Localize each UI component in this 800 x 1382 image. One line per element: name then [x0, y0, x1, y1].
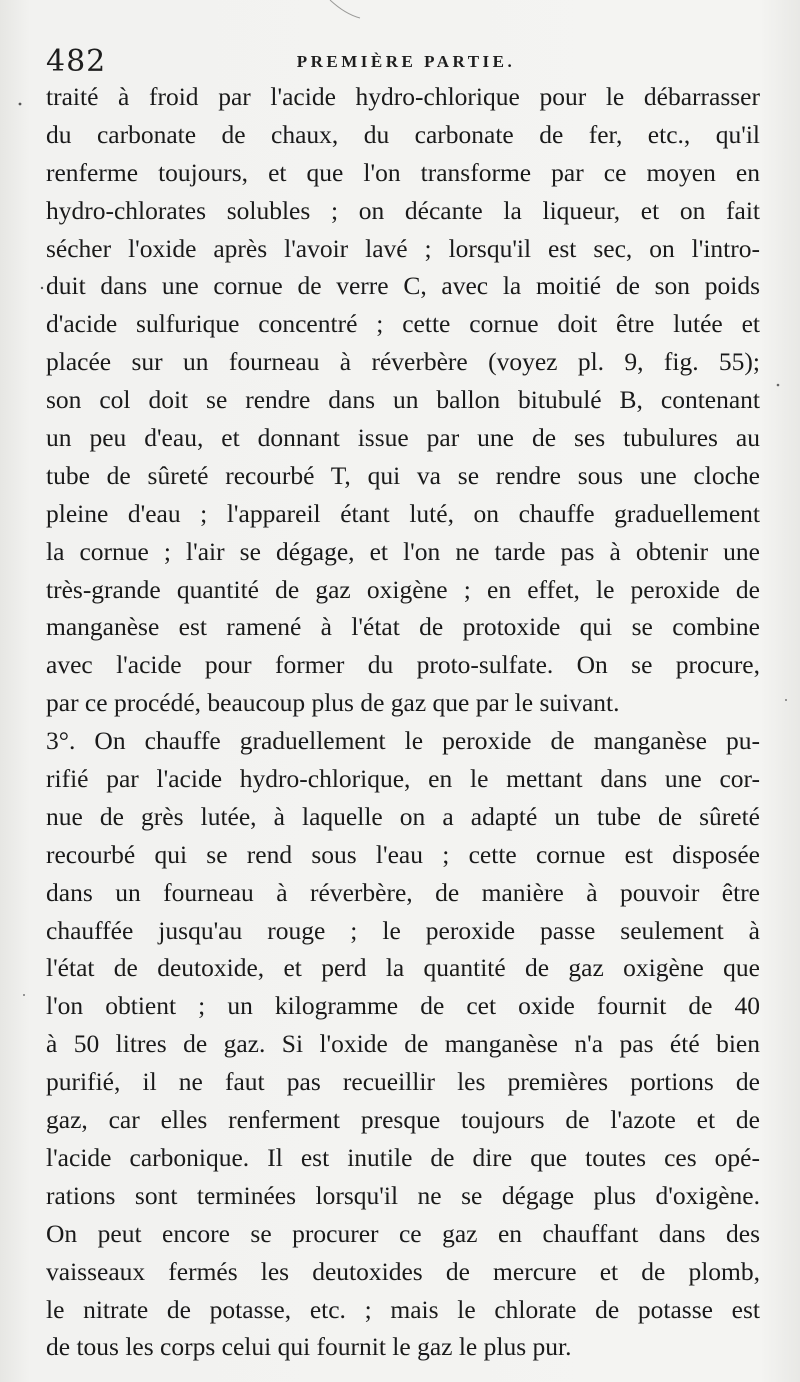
text-line: l'acide carbonique. Il est inutile de dire que toutes ces opé- — [46, 1142, 760, 1172]
text-line: 3°. On chauffe graduellement le peroxide de manganèse pu- — [46, 726, 760, 756]
text-line: pleine d'eau ; l'appareil étant luté, on chauffe graduellement — [46, 498, 760, 528]
text-line: un peu d'eau, et donnant issue par une de ses tubulures au — [46, 423, 760, 453]
text-line: gaz, car elles renferment presque toujours de l'azote et de — [46, 1105, 760, 1135]
text-line: hydro-chlorates solubles ; on décante la liqueur, et on fait — [46, 195, 760, 225]
text-line: manganèse est ramené à l'état de protoxide qui se combine — [46, 612, 760, 642]
text-line: dans un fourneau à réverbère, de manière à pouvoir être — [46, 877, 760, 907]
text-line: avec l'acide pour former du proto-sulfate. On se procure, — [46, 650, 760, 680]
text-line: traité à froid par l'acide hydro-chlorique pour le débarrasser — [46, 82, 760, 111]
text-line: du carbonate de chaux, du carbonate de fer, etc., qu'il — [46, 119, 760, 149]
text-line: recourbé qui se rend sous l'eau ; cette cornue est disposée — [46, 839, 760, 869]
body-text — [46, 78, 760, 1366]
text-line: On peut encore se procurer ce gaz en chauffant dans des — [46, 1218, 760, 1248]
text-line: duit dans une cornue de verre C, avec la moitié de son poids — [46, 271, 760, 301]
running-head: PREMIÈRE PARTIE. — [296, 52, 516, 71]
text-line: chauffée jusqu'au rouge ; le peroxide passe seulement à — [46, 915, 760, 945]
text-line: à 50 litres de gaz. Si l'oxide de manganèse n'a pas été bien — [46, 1029, 760, 1059]
text-line: son col doit se rendre dans un ballon bitubulé B, contenant — [46, 385, 760, 415]
text-line: de tous les corps celui qui fournit le gaz le plus pur. — [46, 1332, 572, 1362]
text-line: l'état de deutoxide, et perd la quantité de gaz oxigène que — [46, 953, 760, 983]
text-line: rifié par l'acide hydro-chlorique, en le mettant dans une cor- — [46, 764, 760, 794]
page-number: 482 — [46, 44, 107, 79]
text-line: par ce procédé, beaucoup plus de gaz que par le suivant. — [46, 688, 620, 718]
text-line: nue de grès lutée, à laquelle on a adapté un tube de sûreté — [46, 801, 760, 831]
text-line: tube de sûreté recourbé T, qui va se rendre sous une cloche — [46, 460, 760, 490]
text-line: d'acide sulfurique concentré ; cette cornue doit être lutée et — [46, 309, 760, 339]
text-line: purifié, il ne faut pas recueillir les premières portions de — [46, 1067, 760, 1097]
text-line: rations sont terminées lorsqu'il ne se dégage plus d'oxigène. — [46, 1180, 760, 1210]
text-line: sécher l'oxide après l'avoir lavé ; lorsqu'il est sec, on l'intro- — [46, 233, 760, 263]
page-header — [46, 44, 766, 80]
text-line: très-grande quantité de gaz oxigène ; en effet, le peroxide de — [46, 574, 760, 604]
text-line: le nitrate de potasse, etc. ; mais le chlorate de potasse est — [46, 1294, 760, 1324]
text-line: vaisseaux fermés les deutoxides de mercure et de plomb, — [46, 1256, 760, 1286]
text-line: placée sur un fourneau à réverbère (voyez pl. 9, fig. 55); — [46, 347, 760, 377]
text-line: renferme toujours, et que l'on transforme par ce moyen en — [46, 157, 760, 187]
text-line: la cornue ; l'air se dégage, et l'on ne tarde pas à obtenir une — [46, 536, 760, 566]
text-line: l'on obtient ; un kilogramme de cet oxide fournit de 40 — [46, 991, 760, 1021]
